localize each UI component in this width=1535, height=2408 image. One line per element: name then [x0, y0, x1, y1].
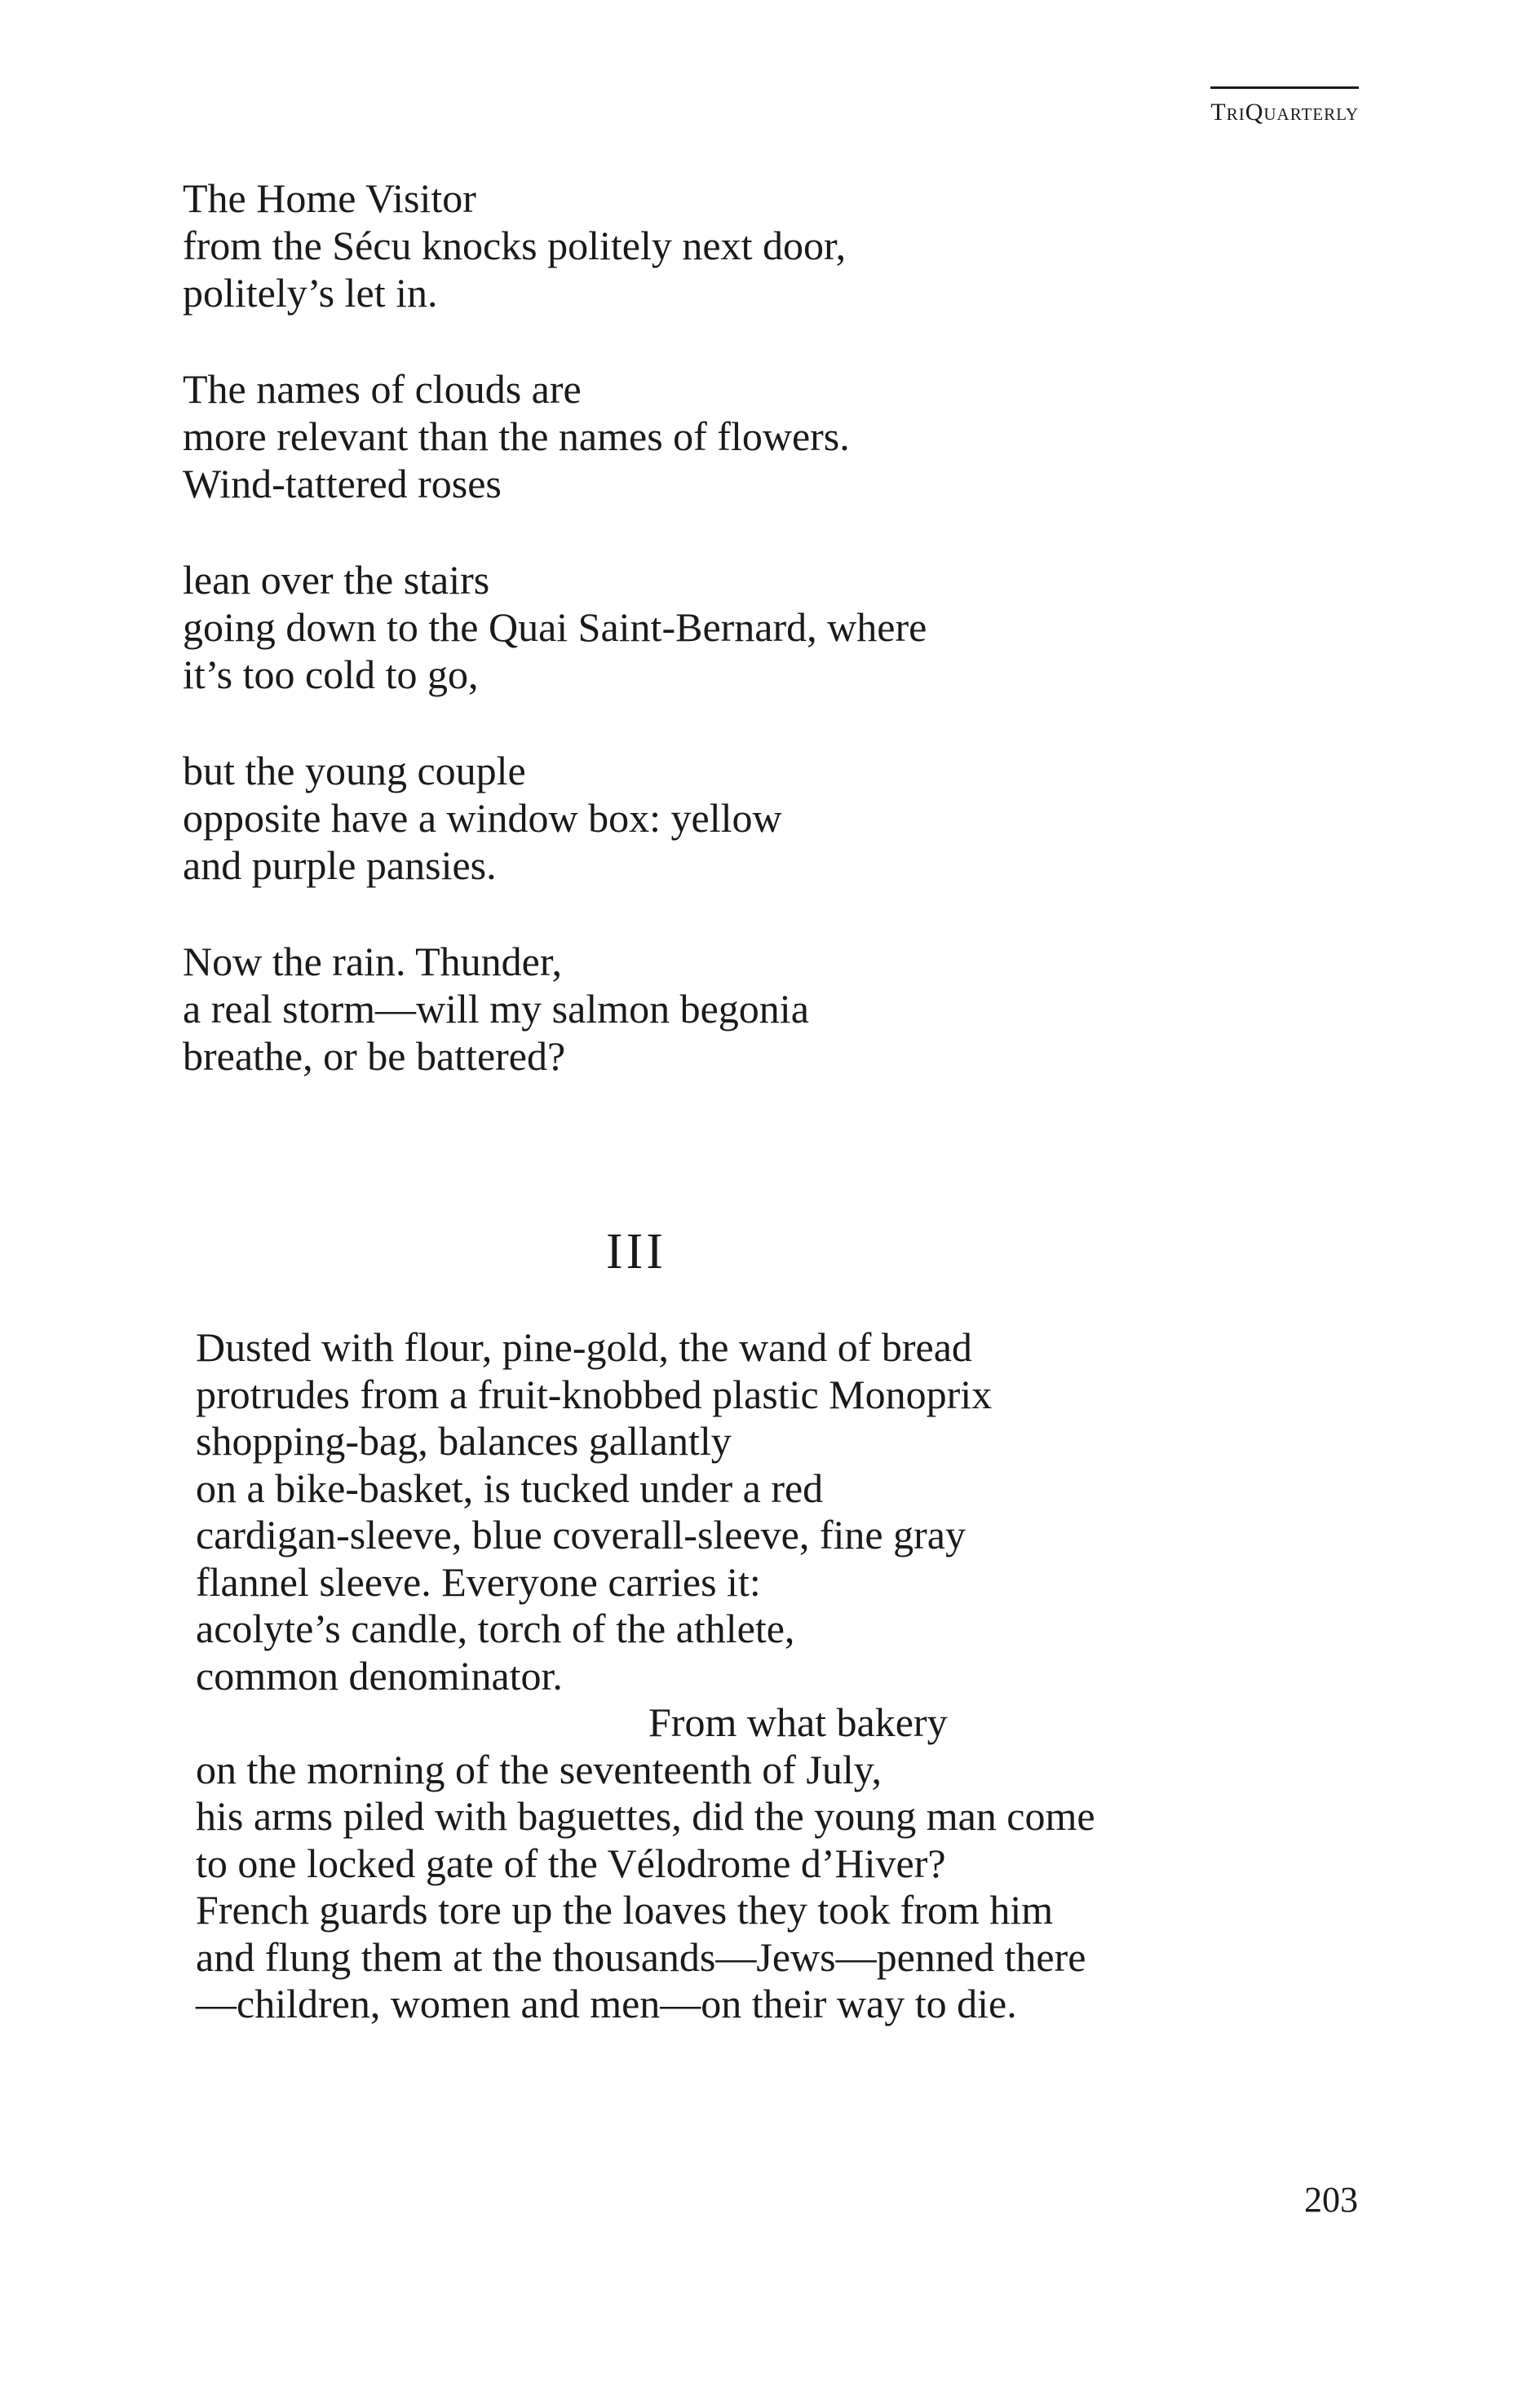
- poem-line: French guards tore up the loaves they took from him: [196, 1887, 1054, 1933]
- poem-line: Wind-tattered roses: [183, 461, 502, 506]
- poem-line: on the morning of the seventeenth of July,: [196, 1746, 883, 1792]
- poem-line: common denominator.: [196, 1652, 563, 1699]
- poem-line: The names of clouds are: [183, 366, 582, 412]
- poem-line: and flung them at the thousands—Jews—penned there: [196, 1933, 1086, 1980]
- stanza: [183, 747, 1365, 889]
- poem-line: to one locked gate of the Vélodrome d’Hiver?: [196, 1840, 946, 1886]
- stanza: [183, 365, 1365, 507]
- poem-line: politely’s let in.: [183, 270, 438, 316]
- poem-section-two: [183, 175, 1365, 1129]
- poem-line: cardigan-sleeve, blue coverall-sleeve, fine gray: [196, 1512, 966, 1557]
- poem-line: but the young couple: [183, 748, 526, 793]
- poem-line: a real storm—will my salmon begonia: [183, 986, 809, 1032]
- poem-line: Dusted with flour, pine-gold, the wand of bread: [196, 1324, 972, 1370]
- stanza: [183, 556, 1365, 698]
- poem-line: —children, women and men—on their way to die.: [196, 1981, 1017, 2026]
- poem-line: flannel sleeve. Everyone carries it:: [196, 1558, 761, 1605]
- poem-line: lean over the stairs: [183, 557, 490, 603]
- poem-line: The Home Visitor: [183, 175, 476, 221]
- stanza: [183, 175, 1365, 316]
- poem-line: breathe, or be battered?: [183, 1033, 566, 1079]
- running-header: TriQuarterly: [1210, 86, 1359, 126]
- poem-section-three: [196, 1324, 1378, 2028]
- poem-line: opposite have a window box: yellow: [183, 795, 782, 841]
- poem-line: and purple pansies.: [183, 842, 497, 888]
- poem-line: it’s too cold to go,: [183, 652, 479, 697]
- poem-line: going down to the Quai Saint-Bernard, where: [183, 604, 927, 650]
- page-number: 203: [1304, 2180, 1358, 2220]
- poem-line: Now the rain. Thunder,: [183, 939, 563, 984]
- poem-line-indented: From what bakery: [648, 1699, 948, 1745]
- poem-line: his arms piled with baguettes, did the young man come: [196, 1793, 1095, 1839]
- poem-line: from the Sécu knocks politely next door,: [183, 223, 847, 268]
- poem-line: acolyte’s candle, torch of the athlete,: [196, 1606, 795, 1651]
- poem-line: on a bike-basket, is tucked under a red: [196, 1465, 824, 1511]
- poem-line: protrudes from a fruit-knobbed plastic Monoprix: [196, 1371, 993, 1417]
- section-heading: III: [606, 1224, 666, 1279]
- poem-line: more relevant than the names of flowers.: [183, 413, 850, 459]
- stanza: [183, 938, 1365, 1080]
- poem-line: shopping-bag, balances gallantly: [196, 1418, 732, 1464]
